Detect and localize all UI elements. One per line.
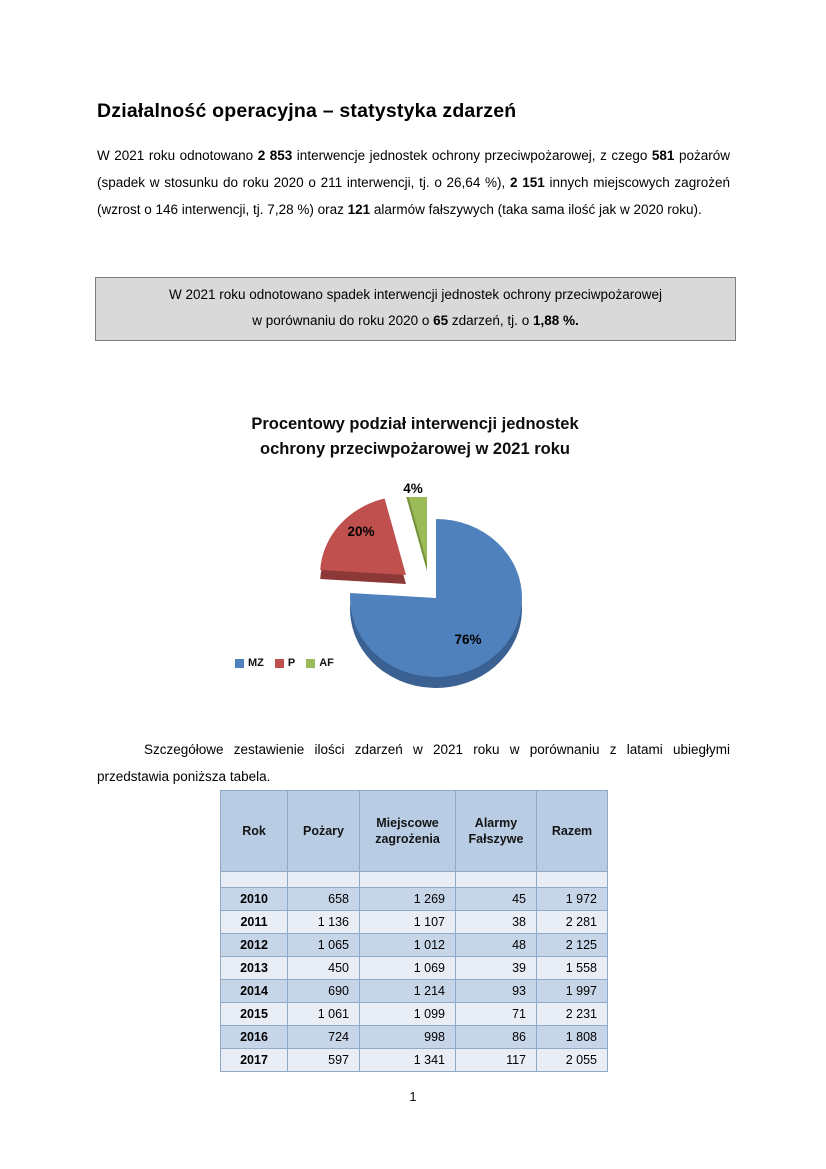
col-header-fires: Pożary (288, 791, 360, 872)
table-row (221, 1049, 608, 1072)
col-header-local-threats: Miejscowe zagrożenia (360, 791, 456, 872)
value-cell: 117 (456, 1049, 537, 1072)
value-cell: 1 061 (288, 1003, 360, 1026)
value-cell: 86 (456, 1026, 537, 1049)
intro-text: interwencje jednostek ochrony przeciwpożarowej, z czego (292, 148, 652, 163)
legend-label-af: AF (319, 657, 334, 669)
intro-text: W 2021 roku odnotowano (97, 148, 258, 163)
legend-item-mz (235, 657, 264, 669)
value-cell: 1 136 (288, 911, 360, 934)
value-cell: 38 (456, 911, 537, 934)
year-cell: 2014 (221, 980, 288, 1003)
value-cell: 2 055 (537, 1049, 608, 1072)
value-cell: 1 972 (537, 888, 608, 911)
value-cell: 2 281 (537, 911, 608, 934)
pie-label-af: 4% (403, 481, 423, 496)
legend-swatch-af-icon (306, 659, 315, 668)
table-row (221, 1026, 608, 1049)
pie-chart-figure (95, 412, 735, 712)
table-intro-paragraph: Szczegółowe zestawienie ilości zdarzeń w 2021 roku w porównaniu z latami ubiegłymi przedstawia poniższa tabela. (97, 742, 730, 784)
value-cell: 1 997 (537, 980, 608, 1003)
events-table-wrap (220, 790, 608, 1072)
legend-swatch-mz-icon (235, 659, 244, 668)
intro-bold-false-alarms: 121 (347, 202, 371, 217)
value-cell: 998 (360, 1026, 456, 1049)
value-cell: 39 (456, 957, 537, 980)
value-cell: 1 099 (360, 1003, 456, 1026)
value-cell: 45 (456, 888, 537, 911)
table-row (221, 1003, 608, 1026)
intro-bold-fires: 581 (651, 148, 675, 163)
table-header-row (221, 791, 608, 872)
table-spacer-row (221, 872, 608, 888)
year-cell: 2010 (221, 888, 288, 911)
pie-label-mz: 76% (454, 632, 482, 647)
value-cell: 48 (456, 934, 537, 957)
value-cell: 93 (456, 980, 537, 1003)
value-cell: 71 (456, 1003, 537, 1026)
table-row (221, 957, 608, 980)
value-cell: 597 (288, 1049, 360, 1072)
legend-swatch-p-icon (275, 659, 284, 668)
col-header-false-alarms: Alarmy Fałszywe (456, 791, 537, 872)
value-cell: 1 269 (360, 888, 456, 911)
legend-item-p (275, 657, 295, 669)
year-cell: 2017 (221, 1049, 288, 1072)
col-header-year: Rok (221, 791, 288, 872)
intro-text: innych miejscowych zagrożeń (wzrost o 146 interwencji, tj. 7,28 %) oraz (97, 175, 730, 217)
value-cell: 2 231 (537, 1003, 608, 1026)
chart-title-line-1: Procentowy podział interwencji jednostek (251, 415, 579, 433)
highlight-text: w porównaniu do roku 2020 o (252, 313, 434, 328)
chart-title (95, 412, 735, 462)
highlight-line-2 (108, 308, 723, 334)
highlight-box (95, 277, 736, 341)
value-cell: 724 (288, 1026, 360, 1049)
legend-item-af (306, 657, 334, 669)
legend-label-p: P (287, 657, 296, 669)
table-row (221, 980, 608, 1003)
intro-bold-local: 2 151 (510, 175, 545, 190)
intro-text: pożarów (spadek w stosunku do roku 2020 o 211 interwencji, tj. o 26,64 %), (97, 148, 730, 190)
year-cell: 2015 (221, 1003, 288, 1026)
highlight-line-1: W 2021 roku odnotowano spadek interwencji jednostek ochrony przeciwpożarowej (168, 287, 663, 302)
value-cell: 1 214 (360, 980, 456, 1003)
events-table-body (221, 888, 608, 1072)
value-cell: 658 (288, 888, 360, 911)
value-cell: 1 558 (537, 957, 608, 980)
chart-legend (235, 657, 334, 669)
value-cell: 450 (288, 957, 360, 980)
highlight-bold-percent: 1,88 %. (532, 313, 579, 328)
value-cell: 2 125 (537, 934, 608, 957)
value-cell: 1 808 (537, 1026, 608, 1049)
table-row (221, 934, 608, 957)
intro-text: alarmów fałszywych (taka sama ilość jak w 2020 roku). (370, 202, 702, 217)
highlight-bold-count: 65 (433, 313, 449, 328)
page-title: Działalność operacyjna – statystyka zdarzeń (97, 100, 517, 122)
page-number: 1 (409, 1090, 417, 1104)
highlight-text: zdarzeń, tj. o (448, 313, 533, 328)
year-cell: 2013 (221, 957, 288, 980)
value-cell: 1 012 (360, 934, 456, 957)
table-row (221, 888, 608, 911)
value-cell: 690 (288, 980, 360, 1003)
pie-svg (210, 468, 650, 710)
legend-label-mz: MZ (248, 657, 264, 669)
intro-paragraph (97, 142, 730, 223)
value-cell: 1 107 (360, 911, 456, 934)
table-row (221, 911, 608, 934)
intro-bold-total: 2 853 (257, 148, 293, 163)
events-table (220, 790, 608, 1072)
chart-title-line-2: ochrony przeciwpożarowej w 2021 roku (260, 440, 570, 458)
value-cell: 1 069 (360, 957, 456, 980)
year-cell: 2016 (221, 1026, 288, 1049)
value-cell: 1 341 (360, 1049, 456, 1072)
col-header-total: Razem (537, 791, 608, 872)
year-cell: 2012 (221, 934, 288, 957)
value-cell: 1 065 (288, 934, 360, 957)
pie-label-p: 20% (347, 524, 375, 539)
year-cell: 2011 (221, 911, 288, 934)
